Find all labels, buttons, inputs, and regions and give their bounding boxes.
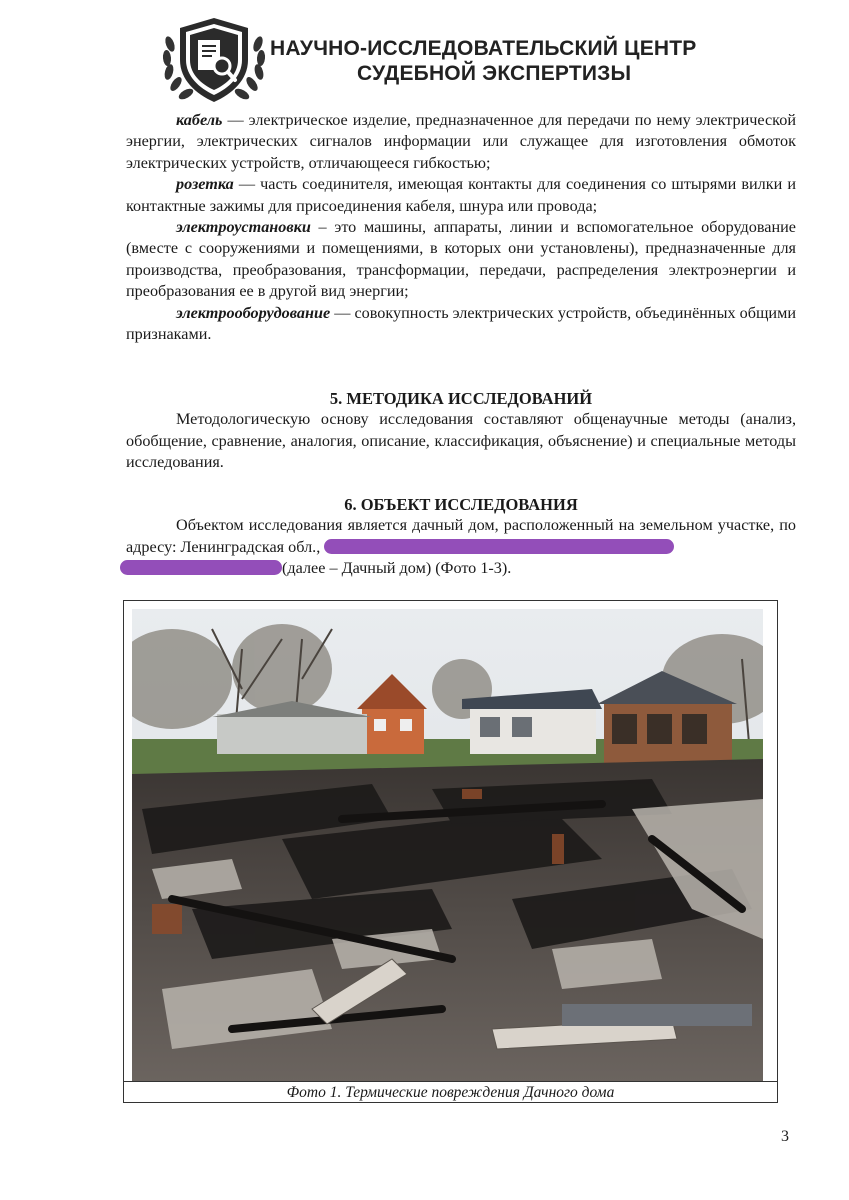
definition-electrical-equipment	[126, 303, 796, 346]
definition-electrical-installations	[126, 217, 796, 303]
definition-text: – это машины, аппараты, линии и вспомогательное оборудование (вместе с сооружениями и помещениями, в которых они установлены), предназначенные для производства, преобразования, трансформации, передачи, распределения электроэнергии и преобразования ее в другой вид энергии;	[126, 218, 796, 301]
address-redaction	[324, 539, 674, 554]
section-5-text: Методологическую основу исследования составляют общенаучные методы (анализ, обобщение, сравнение, аналогия, описание, классификация, объяснение) и специальные методы исследования.	[126, 410, 796, 472]
organization-name-line2: СУДЕБНОЙ ЭКСПЕРТИЗЫ	[357, 62, 632, 85]
definition-cable	[126, 110, 796, 174]
definition-text: — часть соединителя, имеющая контакты для соединения со штырями вилки и контактные зажимы для присоединения кабеля, шнура или провода;	[126, 175, 796, 215]
term: кабель	[176, 111, 223, 129]
caption-separator	[124, 1081, 777, 1082]
term: розетка	[176, 175, 234, 194]
term: электрооборудование	[176, 303, 331, 322]
page-number: 3	[781, 1128, 789, 1145]
organization-name-line1: НАУЧНО-ИССЛЕДОВАТЕЛЬСКИЙ ЦЕНТР	[270, 37, 697, 60]
section-6-text-part2: (далее – Дачный дом) (Фото 1-3).	[282, 559, 512, 578]
photo-figure	[123, 600, 778, 1103]
address-redaction	[120, 560, 282, 575]
definition-text: — электрическое изделие, предназначенное для передачи по нему электрической энергии, электрических сигналов информации или служащее для изготовления обмоток электрических устройств, отличающееся гибкостью;	[126, 111, 796, 172]
section-5	[126, 388, 796, 474]
photo-caption: Фото 1. Термические повреждения Дачного дома	[286, 1084, 615, 1101]
definition-socket	[126, 174, 796, 217]
definitions-block	[126, 110, 796, 345]
section-5-title: 5. МЕТОДИКА ИССЛЕДОВАНИЙ	[329, 389, 593, 408]
term: электроустановки	[176, 218, 311, 237]
section-6-title: 6. ОБЪЕКТ ИССЛЕДОВАНИЯ	[344, 495, 578, 514]
section-6	[126, 494, 796, 580]
burned-house-photo	[132, 609, 763, 1081]
section-6-text-part1: Объектом исследования является дачный дом, расположенный на земельном участке, по адресу: Ленинградская обл.,	[126, 516, 796, 556]
section-6-text	[126, 515, 796, 579]
document-magnifier-laurel-shield-icon	[156, 14, 272, 106]
document-header	[0, 0, 849, 112]
definition-text: — совокупность электрических устройств, объединённых общими признаками.	[126, 303, 796, 344]
